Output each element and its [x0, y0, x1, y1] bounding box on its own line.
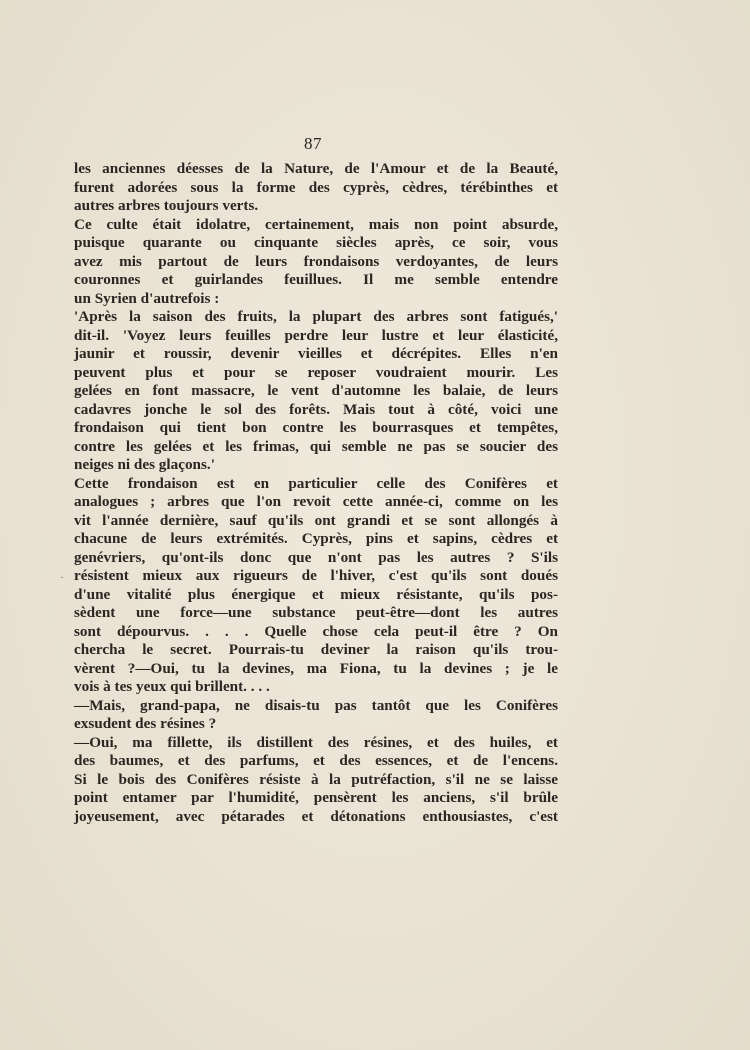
text-line: couronnes et guirlandes feuillues. Il me semble entendre	[74, 271, 558, 288]
text-line: dit-il. 'Voyez leurs feuilles perdre leur lustre et leur élasticité,	[74, 326, 558, 344]
text-line: avez mis partout de leurs frondaisons verdoyantes, de leurs	[74, 252, 558, 270]
text-line: autres arbres toujours verts.	[74, 197, 259, 214]
text-line: chercha le secret. Pourrais-tu deviner la raison qu'ils trou-	[74, 641, 558, 658]
text-line: gelées en font massacre, le vent d'automne les balaie, de leurs	[74, 382, 558, 399]
text-line: Ce culte était idolatre, certainement, mais non point absurde,	[74, 215, 558, 233]
text-line: sèdent une force—une substance peut-être—dont les autres	[74, 604, 558, 621]
text-line: —Mais, grand-papa, ne disais-tu pas tantôt que les Conifères	[74, 696, 558, 714]
text-line: les anciennes déesses de la Nature, de l'Amour et de la Beauté,	[74, 160, 558, 177]
text-line: vois à tes yeux qui brillent. . . .	[74, 678, 270, 695]
page-number: 87	[304, 134, 322, 153]
text-line: cadavres jonche le sol des forêts. Mais tout à côté, voici une	[74, 400, 558, 418]
text-line: chacune de leurs extrémités. Cyprès, pins et sapins, cèdres et	[74, 530, 558, 547]
text-line: peuvent plus et pour se reposer voudraient mourir. Les	[74, 363, 558, 381]
text-line: Si le bois des Conifères résiste à la putréfaction, s'il ne se laisse	[74, 770, 558, 788]
text-line: genévriers, qu'ont-ils donc que n'ont pas les autres ? S'ils	[74, 548, 558, 566]
body-text	[74, 160, 558, 826]
margin-mark: ·	[60, 570, 64, 584]
text-line: point entamer par l'humidité, pensèrent les anciens, s'il brûle	[74, 789, 558, 806]
text-line: analogues ; arbres que l'on revoit cette année-ci, comme on les	[74, 493, 558, 510]
text-line: vit l'année dernière, sauf qu'ils ont grandi et se sont allongés à	[74, 511, 558, 529]
text-line: puisque quarante ou cinquante siècles après, ce soir, vous	[74, 234, 558, 251]
text-line: furent adorées sous la forme des cyprès, cèdres, térébinthes et	[74, 178, 558, 196]
text-line: d'une vitalité plus énergique et mieux résistante, qu'ils pos-	[74, 585, 558, 603]
text-line: jaunir et roussir, devenir vieilles et décrépites. Elles n'en	[74, 345, 558, 362]
text-line: exsudent des résines ?	[74, 715, 217, 732]
text-line: 'Après la saison des fruits, la plupart des arbres sont fatigués,'	[74, 308, 558, 325]
text-line: sont dépourvus. . . . Quelle chose cela peut-il être ? On	[74, 622, 558, 640]
text-line: contre les gelées et les frimas, qui semble ne pas se soucier des	[74, 437, 558, 455]
text-line: vèrent ?—Oui, tu la devines, ma Fiona, tu la devines ; je le	[74, 659, 558, 677]
text-line: des baumes, et des parfums, et des essences, et de l'encens.	[74, 752, 558, 769]
text-line: joyeusement, avec pétarades et détonations enthousiastes, c'est	[74, 807, 558, 825]
text-line: frondaison qui tient bon contre les bourrasques et tempêtes,	[74, 419, 558, 436]
text-line: résistent mieux aux rigueurs de l'hiver, c'est qu'ils sont doués	[74, 567, 558, 584]
text-line: Cette frondaison est en particulier celle des Conifères et	[74, 474, 558, 492]
text-line: neiges ni des glaçons.'	[74, 456, 215, 473]
text-line: —Oui, ma fillette, ils distillent des résines, et des huiles, et	[74, 733, 558, 751]
text-line: un Syrien d'autrefois :	[74, 289, 220, 307]
